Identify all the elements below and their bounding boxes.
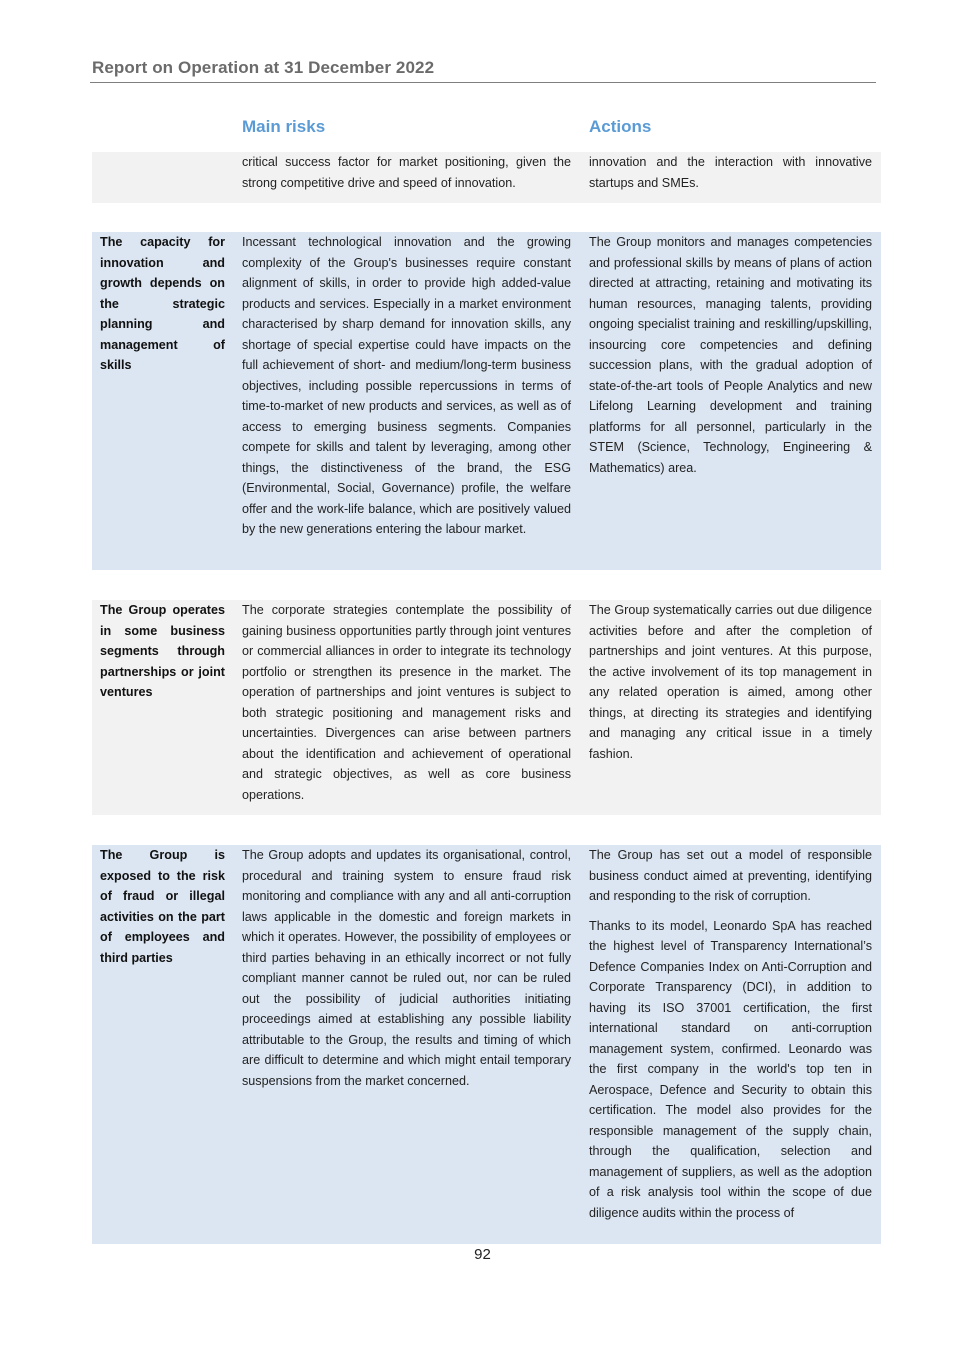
risk-row-partnerships xyxy=(92,600,881,815)
risk-row-innovation-skills xyxy=(92,232,881,570)
risk-row-continuation xyxy=(92,152,881,203)
action-description xyxy=(589,232,872,478)
risk-title: The Group is exposed to the risk of fraud or illegal activities on the part of employees and third parties xyxy=(100,848,225,965)
action-description xyxy=(589,152,872,193)
risk-description xyxy=(242,600,571,805)
risk-paragraph: critical success factor for market positioning, given the strong competitive drive and speed of innovation. xyxy=(242,155,571,190)
risk-description xyxy=(242,152,571,193)
risk-paragraph: The corporate strategies contemplate the possibility of gaining business opportunities partly through joint ventures or commercial alliances in order to integrate its technology portfolio or strengthen its presence in the market. The operation of partnerships and joint ventures is subject to both strategic positioning and management risks and uncertainties. Divergences can arise between partners about the identification and achievement of operational and strategic objectives, as well as core business operations. xyxy=(242,603,571,802)
page-number: 92 xyxy=(474,1246,491,1263)
action-paragraph: innovation and the interaction with innovative startups and SMEs. xyxy=(589,155,872,190)
action-paragraph: Thanks to its model, Leonardo SpA has reached the highest level of Transparency International’s Defence Companies Index on Anti-Corruption and Corporate Transparency (DCI), in addition to having its ISO 37001 certification, the first international standard on anti-corruption management system, confirmed. Leonardo was the first company in the world's top ten in Aerospace, Defence and Security to obtain this certification. The model also provides for the responsible management of the supply chain, through the qualification, selection and management of suppliers, as well as the adoption of a risk analysis tool within the scope of due diligence audits within the process of xyxy=(589,918,872,1220)
column-heading-actions: Actions xyxy=(589,117,652,136)
risk-paragraph: Incessant technological innovation and the growing complexity of the Group's businesses require constant alignment of skills, in order to provide high added-value products and services. Especially in a market environment characterised by sharp demand for innovation skills, any shortage of special expertise could have impacts on the full achievement of short- and medium/long-term business objectives, including possible repercussions in terms of time-to-market of new products and services, as well as of access to emerging business segments. Companies compete for skills and talent by leveraging, among other things, the distinctiveness of the brand, the ESG (Environmental, Social, Governance) profile, the welfare offer and the work-life balance, which are positively valued by the new generations entering the labour market. xyxy=(242,235,571,536)
action-description xyxy=(589,845,872,1223)
action-paragraph: The Group has set out a model of responsible business conduct aimed at preventing, identifying and responding to the risk of corruption. xyxy=(589,848,872,903)
action-paragraph: The Group systematically carries out due diligence activities before and after the completion of partnerships and joint ventures. At this purpose, the active involvement of its top management in any related operation is aimed, among other things, at directing its strategies and identifying and managing any critical issue in a timely fashion. xyxy=(589,603,872,761)
risk-title: The Group operates in some business segments through partnerships or joint ventures xyxy=(100,603,225,699)
risk-description xyxy=(242,845,571,1091)
risk-paragraph: The Group adopts and updates its organisational, control, procedural and training system to ensure fraud risk monitoring and compliance with any and all anti-corruption laws applicable in the domestic and foreign markets in which it operates. However, the possibility of employees or third parties behaving in an ethically incorrect or not fully compliant manner cannot be ruled out, nor can be ruled out the possibility of judicial authorities initiating proceedings aimed at establishing any possible liability attributable to the Group, the results and timing of which are difficult to determine and which might entail temporary suspensions from the market concerned. xyxy=(242,848,571,1088)
risk-row-fraud xyxy=(92,845,881,1244)
action-description xyxy=(589,600,872,764)
action-paragraph: The Group monitors and manages competencies and professional skills by means of plans of action directed at attracting, retaining and motivating its human resources, managing talents, providing ongoing specialist training and reskilling/upskilling, insourcing core competencies and defining succession plans, with the gradual adoption of state-of-the-art tools of People Analytics and new Lifelong Learning development and training platforms for all personnel, particularly in the STEM (Science, Technology, Engineering & Mathematics) area. xyxy=(589,235,872,475)
column-heading-main-risks: Main risks xyxy=(242,117,326,136)
header-divider xyxy=(90,82,876,83)
risk-description xyxy=(242,232,571,540)
risk-title: The capacity for innovation and growth depends on the strategic planning and management of skills xyxy=(100,235,225,372)
report-title: Report on Operation at 31 December 2022 xyxy=(92,58,435,77)
